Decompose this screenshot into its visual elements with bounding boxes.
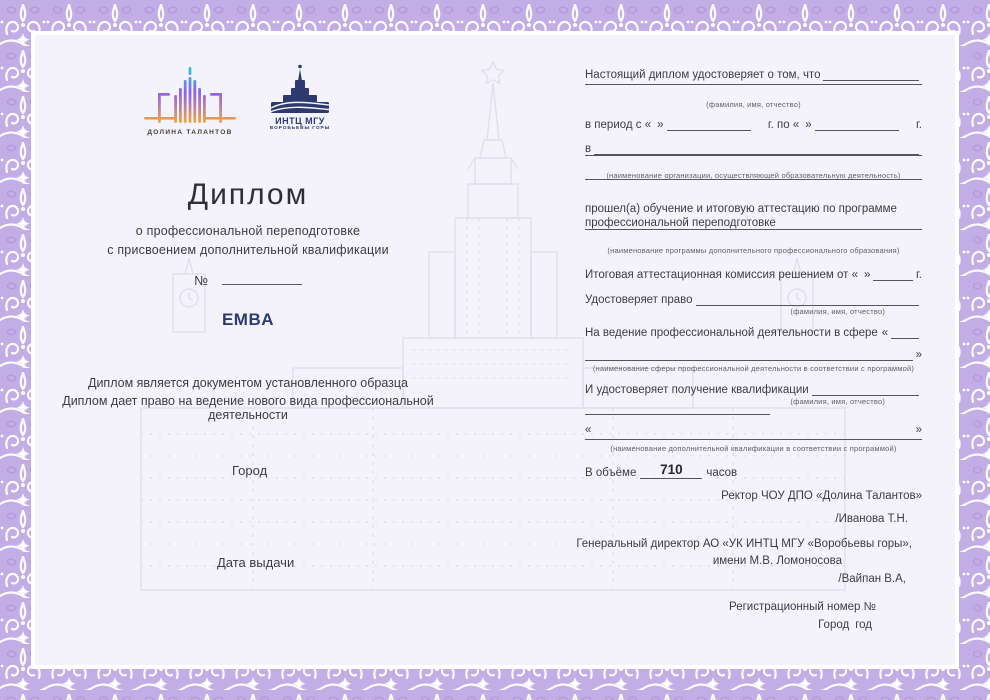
city-label: Город <box>818 619 850 631</box>
volume-row <box>585 462 922 479</box>
program-blank-field <box>585 229 922 230</box>
quote: » <box>915 349 922 361</box>
passed-row-1 <box>585 203 922 215</box>
month-blank-field <box>667 118 751 131</box>
month-blank-field <box>815 118 899 131</box>
name-blank-field <box>823 68 919 81</box>
director-title-1: Генеральный директор АО «УК ИНТЦ МГУ «Воробьевы горы», <box>576 538 912 550</box>
talents-logo <box>138 66 242 136</box>
number-blank-field <box>222 272 302 285</box>
sphere-label: На ведение профессиональной деятельности в сфере <box>585 327 878 339</box>
diploma-title: Диплом <box>187 178 309 211</box>
rector-title-row <box>585 490 922 502</box>
year-label: год <box>855 619 872 631</box>
commission-label: Итоговая аттестационная комиссия решением от « <box>585 269 859 281</box>
qualification-label: И удостоверяет получение квалификации <box>585 384 809 396</box>
sphere-blank-field <box>585 348 913 361</box>
registration-row <box>585 600 922 613</box>
hours-value-field <box>640 462 702 479</box>
blank-field <box>585 414 770 415</box>
rector-signature-name: /Иванова Т.Н. <box>835 513 908 525</box>
right-holder-label: Удостоверяет право <box>585 294 693 306</box>
period-to-label: г. по « <box>767 119 800 131</box>
organization-caption: (наименование организации, осуществляющей образовательную деятельность) <box>606 171 901 180</box>
hours-label: часов <box>706 467 738 479</box>
organization-row <box>585 142 922 155</box>
quote: » <box>864 269 871 281</box>
diploma-subtitle-2: с присвоением дополнительной квалификации <box>107 243 389 257</box>
talents-logo-caption: ДОЛИНА ТАЛАНТОВ <box>147 129 233 136</box>
year-suffix: г. <box>916 269 922 281</box>
name-blank-field <box>585 84 922 85</box>
msu-logo <box>240 64 360 131</box>
director-title-2: имени М.В. Ломоносова <box>712 555 842 567</box>
quote: » <box>805 119 812 131</box>
qualification-blank-field <box>812 383 919 396</box>
rector-title: Ректор ЧОУ ДПО «Долина Талантов» <box>721 490 922 502</box>
sphere-blank-field <box>891 326 919 339</box>
director-signature-row <box>585 572 922 585</box>
sphere-row <box>585 326 922 339</box>
qualification-caption: (наименование дополнительной квалификации в соответствии с программой) <box>610 444 897 453</box>
blank-field <box>585 179 922 180</box>
diploma-number-row <box>36 272 460 288</box>
holder-blank-field <box>696 293 919 306</box>
msu-logo-line2: ВОРОБЬЕВЫ ГОРЫ <box>269 126 331 131</box>
qualification-row <box>585 383 922 396</box>
city-label: Город <box>232 463 268 478</box>
msu-building-icon <box>268 64 332 114</box>
quote: « <box>585 424 592 436</box>
volume-label: В объёме <box>585 467 637 479</box>
right-holder-row <box>585 293 922 306</box>
passed-row-2 <box>585 217 922 229</box>
passed-text-2: профессиональной переподготовке <box>585 217 776 229</box>
period-row <box>585 118 922 131</box>
city-year-row <box>585 618 922 631</box>
director-title-row-1 <box>576 538 922 550</box>
diploma-note-1: Диплом является документом установленного образца <box>87 376 409 390</box>
organization-blank-field <box>594 142 919 155</box>
passed-text-1: прошел(а) обучение и итоговую аттестацию по программе <box>585 203 897 215</box>
organization-blank-field <box>585 155 922 156</box>
program-caption: (наименование программы дополнительного профессионального образования) <box>607 246 900 255</box>
gradient-tower-icon <box>138 66 242 124</box>
hours-value: 710 <box>660 462 683 477</box>
quoted-qualification-row <box>585 424 922 436</box>
fio-caption: (фамилия, имя, отчество) <box>706 100 801 109</box>
fio-caption: (фамилия, имя, отчество) <box>790 397 886 406</box>
in-label: в <box>585 143 592 155</box>
director-title-row-2 <box>585 555 922 567</box>
quote: » <box>915 424 922 436</box>
form-column <box>576 62 923 637</box>
quote: » <box>657 119 664 131</box>
certifies-row <box>585 68 922 81</box>
sphere-caption: (наименование сферы профессиональной деятельности в соответствии с программой) <box>592 364 915 373</box>
diploma-subtitle-1: о профессиональной переподготовке <box>135 224 361 238</box>
quote: « <box>881 327 889 339</box>
number-sign: № <box>194 273 209 288</box>
diploma-note-2: Диплом дает право на ведение нового вида профессиональной деятельности <box>62 394 434 422</box>
issue-date-label: Дата выдачи <box>217 555 295 570</box>
fio-caption: (фамилия, имя, отчество) <box>790 307 886 316</box>
period-from-label: в период с « <box>585 119 652 131</box>
program-name: EMBA <box>221 310 275 329</box>
msu-logo-line1: ИНТЦ МГУ <box>275 116 325 126</box>
rector-signature-row <box>585 512 922 525</box>
title-column <box>36 36 460 664</box>
sphere-row-2 <box>585 348 922 361</box>
date-blank-field <box>873 268 913 281</box>
qualification-name-blank-field <box>585 439 922 440</box>
commission-row <box>585 268 922 281</box>
registration-label: Регистрационный номер № <box>729 601 876 613</box>
director-signature-name: /Вайпан В.А, <box>838 573 906 585</box>
certifies-label: Настоящий диплом удостоверяет о том, что <box>585 69 821 81</box>
year-suffix: г. <box>916 119 923 131</box>
